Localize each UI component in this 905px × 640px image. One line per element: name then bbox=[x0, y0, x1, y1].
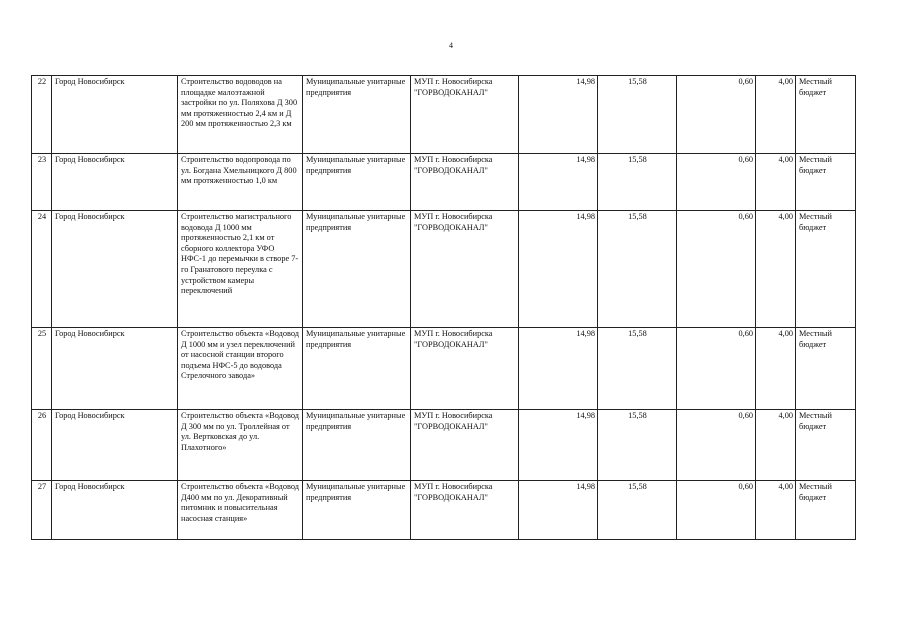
value-2: 15,58 bbox=[598, 211, 677, 328]
row-number: 24 bbox=[32, 211, 52, 328]
value-2: 15,58 bbox=[598, 154, 677, 211]
value-1: 14,98 bbox=[519, 154, 598, 211]
row-number: 22 bbox=[32, 76, 52, 154]
organization-type: Муниципальные унитарные предприятия bbox=[303, 328, 411, 410]
project-description: Строительство объекта «Водовод Д 300 мм по ул. Троллейная от ул. Вертковская до ул. Плахотного» bbox=[178, 410, 303, 481]
table-row bbox=[32, 154, 856, 211]
value-4: 4,00 bbox=[756, 76, 796, 154]
value-2: 15,58 bbox=[598, 481, 677, 540]
organization-name: МУП г. Новосибирска "ГОРВОДОКАНАЛ" bbox=[411, 154, 519, 211]
organization-type: Муниципальные унитарные предприятия bbox=[303, 410, 411, 481]
value-4: 4,00 bbox=[756, 481, 796, 540]
value-3: 0,60 bbox=[677, 154, 756, 211]
territory-cell: Город Новосибирск bbox=[52, 481, 178, 540]
table-row bbox=[32, 481, 856, 540]
funding-source: Местный бюджет bbox=[796, 76, 856, 154]
project-description: Строительство объекта «Водовод Д 1000 мм и узел переключений от насосной станции второго подъема НФС-5 до водовода Стрелочного завода» bbox=[178, 328, 303, 410]
organization-type: Муниципальные унитарные предприятия bbox=[303, 481, 411, 540]
organization-type: Муниципальные унитарные предприятия bbox=[303, 76, 411, 154]
table-row bbox=[32, 410, 856, 481]
value-1: 14,98 bbox=[519, 76, 598, 154]
territory-cell: Город Новосибирск bbox=[52, 154, 178, 211]
value-1: 14,98 bbox=[519, 410, 598, 481]
value-3: 0,60 bbox=[677, 211, 756, 328]
project-description: Строительство магистрального водовода Д 1000 мм протяженностью 2,1 км от сборного коллектора УФО НФС-1 до перемычки в створе 7-го Гранатового переулка с устройством камеры переключений bbox=[178, 211, 303, 328]
value-2: 15,58 bbox=[598, 410, 677, 481]
value-4: 4,00 bbox=[756, 328, 796, 410]
funding-source: Местный бюджет bbox=[796, 328, 856, 410]
value-4: 4,00 bbox=[756, 211, 796, 328]
value-4: 4,00 bbox=[756, 410, 796, 481]
table-row bbox=[32, 76, 856, 154]
organization-name: МУП г. Новосибирска "ГОРВОДОКАНАЛ" bbox=[411, 481, 519, 540]
organization-name: МУП г. Новосибирска "ГОРВОДОКАНАЛ" bbox=[411, 211, 519, 328]
row-number: 26 bbox=[32, 410, 52, 481]
project-description: Строительство водопровода по ул. Богдана Хмельницкого Д 800 мм протяженностью 1,0 км bbox=[178, 154, 303, 211]
table-row bbox=[32, 328, 856, 410]
territory-cell: Город Новосибирск bbox=[52, 328, 178, 410]
table-row bbox=[32, 211, 856, 328]
organization-type: Муниципальные унитарные предприятия bbox=[303, 211, 411, 328]
value-1: 14,98 bbox=[519, 328, 598, 410]
territory-cell: Город Новосибирск bbox=[52, 76, 178, 154]
project-description: Строительство водоводов на площадке малоэтажной застройки по ул. Поляхова Д 300 мм протяженностью 2,4 км и Д 200 мм протяженностью 2,3 км bbox=[178, 76, 303, 154]
organization-name: МУП г. Новосибирска "ГОРВОДОКАНАЛ" bbox=[411, 328, 519, 410]
value-1: 14,98 bbox=[519, 481, 598, 540]
value-3: 0,60 bbox=[677, 481, 756, 540]
funding-source: Местный бюджет bbox=[796, 154, 856, 211]
organization-type: Муниципальные унитарные предприятия bbox=[303, 154, 411, 211]
table-body bbox=[32, 76, 856, 540]
page-number: 4 bbox=[449, 41, 453, 50]
territory-cell: Город Новосибирск bbox=[52, 410, 178, 481]
value-2: 15,58 bbox=[598, 328, 677, 410]
value-3: 0,60 bbox=[677, 76, 756, 154]
investment-program-table bbox=[31, 75, 856, 540]
row-number: 23 bbox=[32, 154, 52, 211]
funding-source: Местный бюджет bbox=[796, 211, 856, 328]
funding-source: Местный бюджет bbox=[796, 481, 856, 540]
row-number: 25 bbox=[32, 328, 52, 410]
organization-name: МУП г. Новосибирска "ГОРВОДОКАНАЛ" bbox=[411, 76, 519, 154]
value-3: 0,60 bbox=[677, 328, 756, 410]
value-4: 4,00 bbox=[756, 154, 796, 211]
project-description: Строительство объекта «Водовод Д400 мм по ул. Декоративный питомник и повысительная насосная станция» bbox=[178, 481, 303, 540]
funding-source: Местный бюджет bbox=[796, 410, 856, 481]
value-2: 15,58 bbox=[598, 76, 677, 154]
value-1: 14,98 bbox=[519, 211, 598, 328]
value-3: 0,60 bbox=[677, 410, 756, 481]
organization-name: МУП г. Новосибирска "ГОРВОДОКАНАЛ" bbox=[411, 410, 519, 481]
row-number: 27 bbox=[32, 481, 52, 540]
territory-cell: Город Новосибирск bbox=[52, 211, 178, 328]
